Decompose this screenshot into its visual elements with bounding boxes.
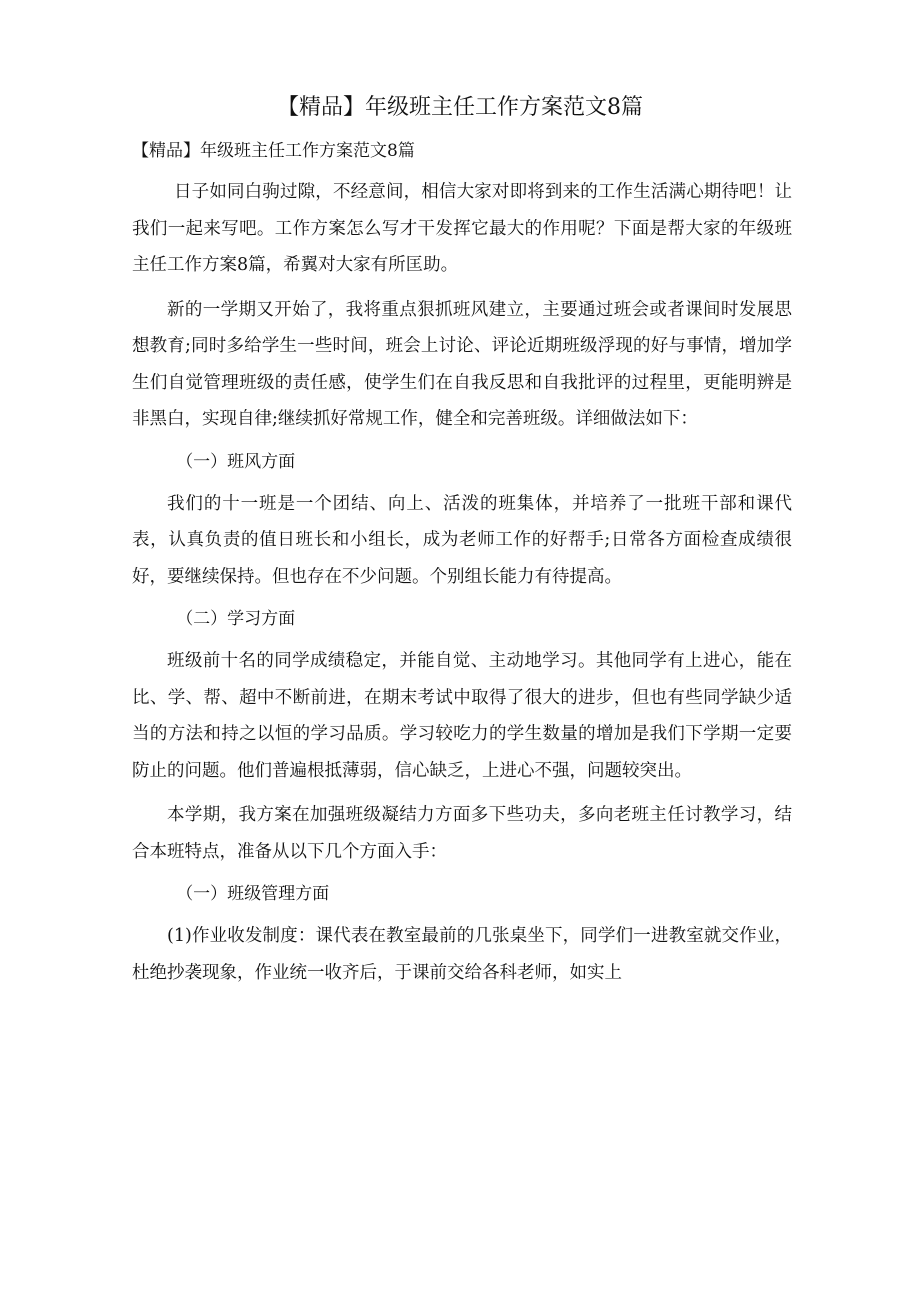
paragraph-plan-overview: 新的一学期又开始了，我将重点狠抓班风建立，主要通过班会或者课间时发展思想教育;同时多给学生一些时间，班会上讨论、评论近期班级浮现的好与事情，增加学生们自觉管理班级的责任感，使学生们在自我反思和自我批评的过程里，更能明辨是非黑白，实现自律;继续抓好常规工作，健全和完善班级。详细做法如下： — [132, 299, 792, 429]
section-heading-study: （二）学习方面 — [176, 609, 296, 629]
document-subtitle: 【精品】年级班主任工作方案范文8篇 — [132, 141, 415, 161]
intro-paragraph: 日子如同白驹过隙，不经意间，相信大家对即将到来的工作生活满心期待吧！让我们一起来写吧。工作方案怎么写才干发挥它最大的作用呢？下面是帮大家的年级班主任工作方案8篇，希翼对大家有所匡助。 — [132, 182, 792, 275]
document-body — [132, 136, 792, 999]
paragraph-homework-system: (1)作业收发制度：课代表在教室最前的几张桌坐下，同学们一进教室就交作业，杜绝抄袭现象，作业统一收齐后，于课前交给各科老师，如实上 — [132, 926, 792, 983]
paragraph-semester-plan: 本学期，我方案在加强班级凝结力方面多下些功夫，多向老班主任讨教学习，结合本班特点，准备从以下几个方面入手： — [132, 805, 792, 862]
section-heading-class-spirit: （一）班风方面 — [176, 451, 296, 472]
document-title: 【精品】年级班主任工作方案范文8篇 — [277, 95, 643, 120]
section-heading-class-management: （一）班级管理方面 — [176, 884, 330, 904]
paragraph-study: 班级前十名的同学成绩稳定，并能自觉、主动地学习。其他同学有上进心，能在比、学、帮、超中不断前进，在期末考试中取得了很大的进步，但也有些同学缺少适当的方法和持之以恒的学习品质。学习较吃力的学生数量的增加是我们下学期一定要防止的问题。他们普遍根抵薄弱，信心缺乏，上进心不强，问题较突出。 — [132, 651, 792, 781]
paragraph-class-spirit: 我们的十一班是一个团结、向上、活泼的班集体，并培养了一批班干部和课代表，认真负责的值日班长和小组长，成为老师工作的好帮手;日常各方面检查成绩很好，要继续保持。但也存在不少问题。个别组长能力有待提高。 — [132, 493, 792, 587]
